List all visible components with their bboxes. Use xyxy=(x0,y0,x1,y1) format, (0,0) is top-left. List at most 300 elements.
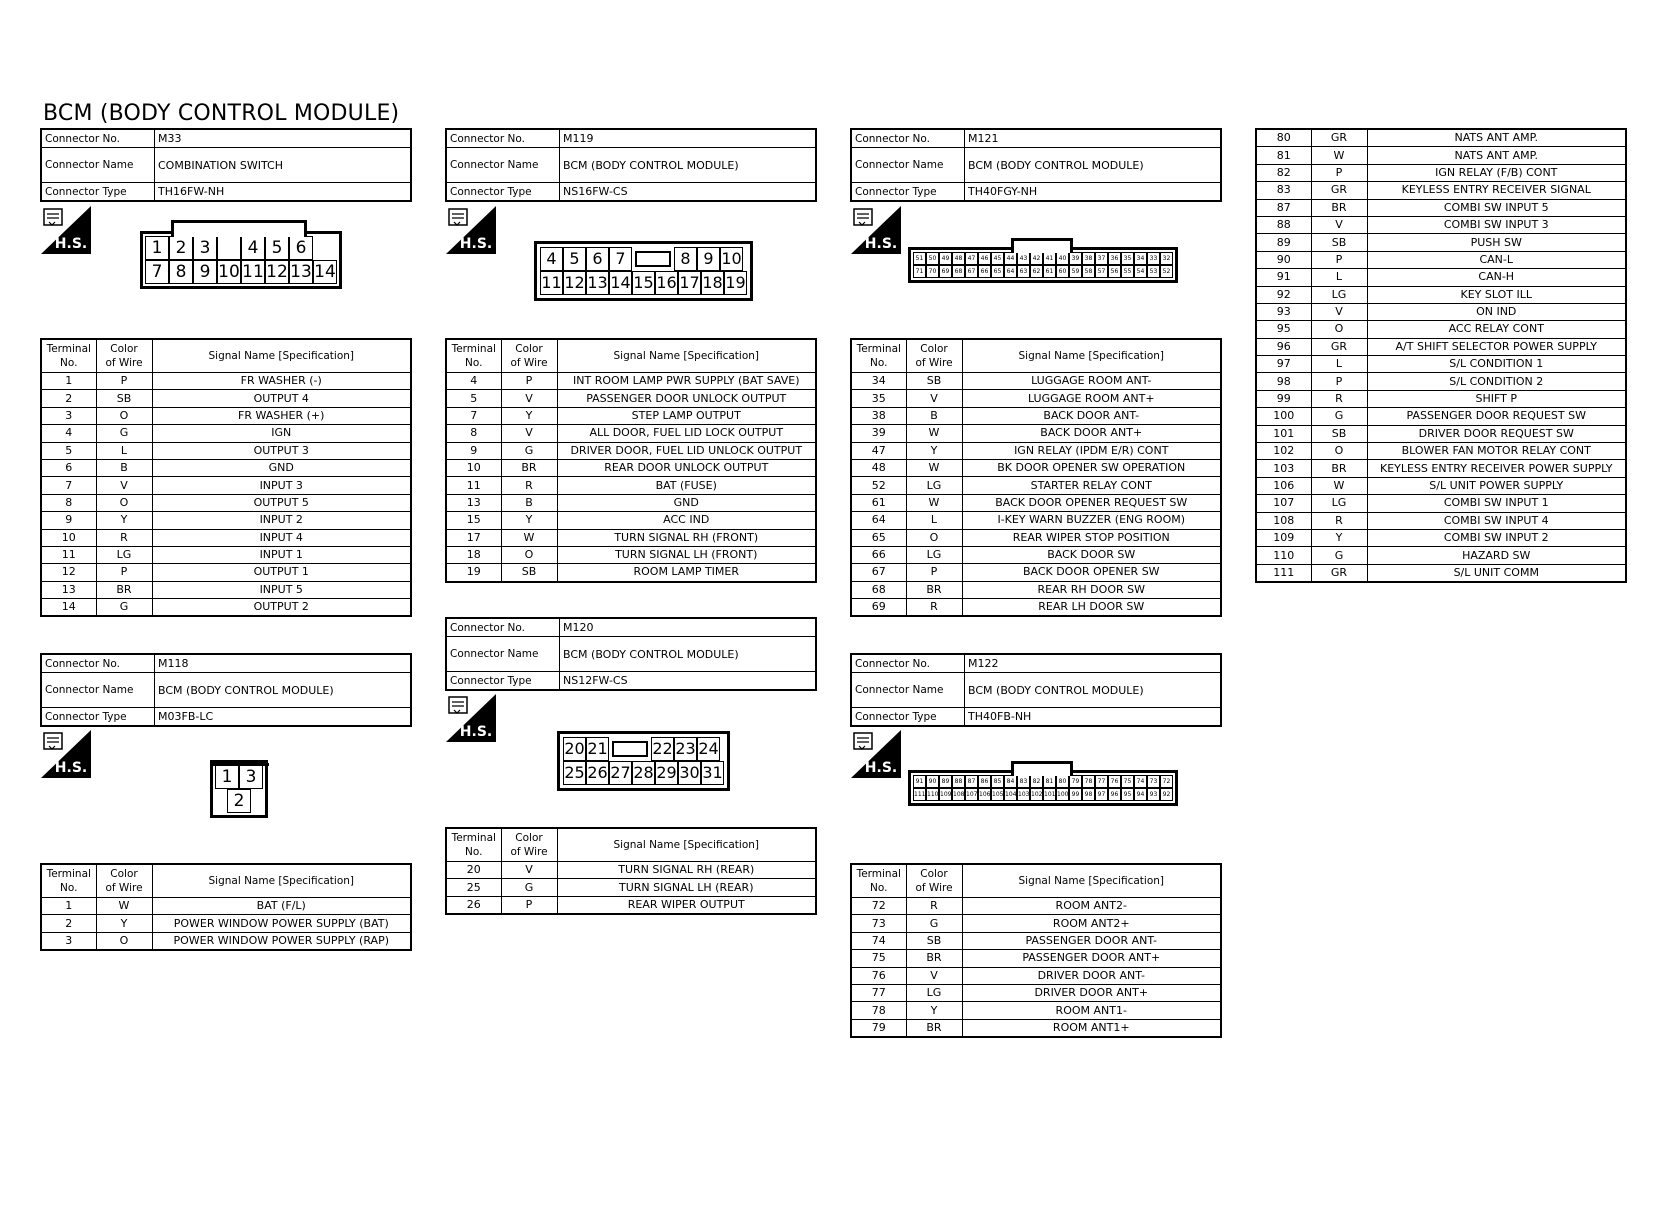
terminal-no-cell: 19 xyxy=(446,564,501,582)
pin: 40 xyxy=(1056,252,1069,265)
pin: 62 xyxy=(1030,265,1043,278)
pin: 105 xyxy=(991,788,1004,801)
wire-color-cell: Y xyxy=(1311,529,1367,546)
table-row xyxy=(1256,564,1626,582)
terminal-no-cell: 91 xyxy=(1256,269,1311,286)
table-row xyxy=(446,459,816,476)
pin: 5 xyxy=(563,247,586,271)
connector-header-m119 xyxy=(445,128,817,202)
header-color-of-wire: Color of Wire xyxy=(501,339,557,373)
wire-color-cell: SB xyxy=(906,373,962,390)
pin: 70 xyxy=(926,265,939,278)
label-connector-no: Connector No. xyxy=(41,654,155,673)
pin: 4 xyxy=(540,247,563,271)
signal-name-cell: S/L UNIT POWER SUPPLY xyxy=(1367,477,1626,494)
pin: 48 xyxy=(952,252,965,265)
table-row xyxy=(41,512,411,529)
signal-name-cell: INPUT 1 xyxy=(152,546,411,563)
pin: 79 xyxy=(1069,775,1082,788)
pin: 75 xyxy=(1121,775,1134,788)
wire-color-cell: BR xyxy=(906,950,962,967)
wire-color-cell: P xyxy=(1311,251,1367,268)
wire-color-cell: BR xyxy=(1311,199,1367,216)
wire-color-cell: LG xyxy=(1311,495,1367,512)
pin: 33 xyxy=(1147,252,1160,265)
pin: 80 xyxy=(1056,775,1069,788)
table-row xyxy=(41,564,411,581)
pin: 9 xyxy=(193,260,217,284)
table-row xyxy=(851,407,1221,424)
pin: 50 xyxy=(926,252,939,265)
connector-face-m120 xyxy=(557,731,730,791)
table-row xyxy=(41,425,411,442)
pin: 39 xyxy=(1069,252,1082,265)
pin: 21 xyxy=(586,737,609,761)
table-row xyxy=(41,407,411,424)
pin: 31 xyxy=(701,761,724,785)
signal-name-cell: COMBI SW INPUT 4 xyxy=(1367,512,1626,529)
wire-color-cell: P xyxy=(96,373,152,390)
connector-name: BCM (BODY CONTROL MODULE) xyxy=(560,637,817,672)
signal-name-cell: STEP LAMP OUTPUT xyxy=(557,407,816,424)
table-row xyxy=(1256,356,1626,373)
table-row xyxy=(851,390,1221,407)
wire-color-cell: B xyxy=(96,459,152,476)
pin: 7 xyxy=(609,247,632,271)
pin: 89 xyxy=(939,775,952,788)
terminal-no-cell: 90 xyxy=(1256,251,1311,268)
table-row xyxy=(1256,547,1626,564)
pin: 6 xyxy=(289,236,313,260)
table-row xyxy=(1256,164,1626,181)
terminal-no-cell: 3 xyxy=(41,407,96,424)
wire-color-cell: BR xyxy=(906,1019,962,1037)
terminal-no-cell: 65 xyxy=(851,529,906,546)
terminal-no-cell: 6 xyxy=(41,459,96,476)
terminal-no-cell: 11 xyxy=(446,477,501,494)
terminal-no-cell: 26 xyxy=(446,896,501,914)
signal-name-cell: BAT (FUSE) xyxy=(557,477,816,494)
signal-name-cell: ACC RELAY CONT xyxy=(1367,321,1626,338)
harness-side-icon xyxy=(851,730,901,778)
table-row xyxy=(446,407,816,424)
signal-name-cell: TURN SIGNAL RH (FRONT) xyxy=(557,529,816,546)
signal-name-cell: PASSENGER DOOR ANT- xyxy=(962,932,1221,949)
wire-color-cell: GR xyxy=(1311,564,1367,582)
table-row xyxy=(851,477,1221,494)
wire-color-cell: P xyxy=(1311,164,1367,181)
connector-face-m33 xyxy=(140,231,342,289)
table-row xyxy=(851,546,1221,563)
table-row xyxy=(1256,443,1626,460)
terminal-no-cell: 78 xyxy=(851,1002,906,1019)
terminal-table-m33 xyxy=(40,338,412,617)
table-row xyxy=(1256,408,1626,425)
table-row xyxy=(851,442,1221,459)
terminal-no-cell: 38 xyxy=(851,407,906,424)
signal-name-cell: LUGGAGE ROOM ANT+ xyxy=(962,390,1221,407)
table-row xyxy=(851,459,1221,476)
terminal-no-cell: 109 xyxy=(1256,529,1311,546)
connector-type: TH40FB-NH xyxy=(965,708,1222,727)
pin: 37 xyxy=(1095,252,1108,265)
pin: 109 xyxy=(939,788,952,801)
wire-color-cell: Y xyxy=(906,442,962,459)
terminal-no-cell: 101 xyxy=(1256,425,1311,442)
pin: 65 xyxy=(991,265,1004,278)
signal-name-cell: TURN SIGNAL LH (FRONT) xyxy=(557,546,816,563)
pin: 63 xyxy=(1017,265,1030,278)
connector-face-m119 xyxy=(534,241,753,301)
wire-color-cell: G xyxy=(96,425,152,442)
terminal-table-m122 xyxy=(850,863,1222,1038)
pin: 103 xyxy=(1017,788,1030,801)
terminal-no-cell: 107 xyxy=(1256,495,1311,512)
terminal-no-cell: 87 xyxy=(1256,199,1311,216)
pin: 24 xyxy=(697,737,720,761)
pin: 30 xyxy=(678,761,701,785)
label-connector-name: Connector Name xyxy=(446,148,560,183)
pin: 86 xyxy=(978,775,991,788)
pin: 12 xyxy=(266,262,288,282)
harness-side-icon xyxy=(851,206,901,254)
signal-name-cell: PUSH SW xyxy=(1367,234,1626,251)
terminal-no-cell: 77 xyxy=(851,984,906,1001)
terminal-no-cell: 108 xyxy=(1256,512,1311,529)
pin: 88 xyxy=(952,775,965,788)
wire-color-cell: W xyxy=(1311,147,1367,164)
pin: 5 xyxy=(265,236,289,260)
label-connector-type: Connector Type xyxy=(446,672,560,691)
pin: 69 xyxy=(939,265,952,278)
signal-name-cell: COMBI SW INPUT 5 xyxy=(1367,199,1626,216)
terminal-no-cell: 13 xyxy=(41,581,96,598)
terminal-no-cell: 100 xyxy=(1256,408,1311,425)
signal-name-cell: ON IND xyxy=(1367,303,1626,320)
wire-color-cell: V xyxy=(501,862,557,879)
label-connector-name: Connector Name xyxy=(851,673,965,708)
pin: 47 xyxy=(965,252,978,265)
pin: 44 xyxy=(1004,252,1017,265)
header-signal-name: Signal Name [Specification] xyxy=(557,828,816,862)
signal-name-cell: TURN SIGNAL RH (REAR) xyxy=(557,862,816,879)
wire-color-cell: G xyxy=(501,879,557,896)
pin: 60 xyxy=(1056,265,1069,278)
terminal-no-cell: 92 xyxy=(1256,286,1311,303)
connector-name: BCM (BODY CONTROL MODULE) xyxy=(965,673,1222,708)
pin: 52 xyxy=(1160,265,1173,278)
connector-no: M33 xyxy=(155,129,412,148)
table-row xyxy=(446,862,816,879)
pin: 51 xyxy=(913,252,926,265)
pin: 74 xyxy=(1134,775,1147,788)
connector-header-m118 xyxy=(40,653,412,727)
signal-name-cell: KEY SLOT ILL xyxy=(1367,286,1626,303)
wire-color-cell: LG xyxy=(906,546,962,563)
wire-color-cell: BR xyxy=(96,581,152,598)
connector-name: COMBINATION SWITCH xyxy=(155,148,412,183)
table-row xyxy=(851,967,1221,984)
terminal-no-cell: 102 xyxy=(1256,443,1311,460)
label-connector-type: Connector Type xyxy=(446,183,560,202)
terminal-no-cell: 96 xyxy=(1256,338,1311,355)
signal-name-cell: IGN xyxy=(152,425,411,442)
wire-color-cell: W xyxy=(501,529,557,546)
wire-color-cell: O xyxy=(906,529,962,546)
pin: 56 xyxy=(1108,265,1121,278)
signal-name-cell: IGN RELAY (F/B) CONT xyxy=(1367,164,1626,181)
terminal-no-cell: 79 xyxy=(851,1019,906,1037)
connector-latch xyxy=(213,763,269,766)
wire-color-cell: BR xyxy=(1311,460,1367,477)
wire-color-cell: Y xyxy=(501,512,557,529)
signal-name-cell: POWER WINDOW POWER SUPPLY (BAT) xyxy=(152,915,411,932)
table-row xyxy=(851,932,1221,949)
label-connector-no: Connector No. xyxy=(446,618,560,637)
pin: 55 xyxy=(1121,265,1134,278)
wire-color-cell: R xyxy=(1311,512,1367,529)
table-row xyxy=(1256,512,1626,529)
pin: 95 xyxy=(1121,788,1134,801)
pin: 100 xyxy=(1056,788,1069,801)
signal-name-cell: BLOWER FAN MOTOR RELAY CONT xyxy=(1367,443,1626,460)
signal-name-cell: OUTPUT 5 xyxy=(152,494,411,511)
table-row xyxy=(446,477,816,494)
pin: 91 xyxy=(913,775,926,788)
wire-color-cell: V xyxy=(906,967,962,984)
header-terminal-no: Terminal No. xyxy=(851,864,906,898)
signal-name-cell: ROOM ANT2+ xyxy=(962,915,1221,932)
pin: 64 xyxy=(1004,265,1017,278)
pin: 1 xyxy=(215,765,239,789)
pin: 66 xyxy=(978,265,991,278)
terminal-no-cell: 82 xyxy=(1256,164,1311,181)
table-row xyxy=(851,581,1221,598)
pin: 2 xyxy=(169,236,193,260)
label-connector-no: Connector No. xyxy=(851,654,965,673)
pin: 8 xyxy=(674,247,697,271)
table-row xyxy=(1256,269,1626,286)
table-row xyxy=(446,896,816,914)
pin: 16 xyxy=(655,271,678,295)
wire-color-cell: V xyxy=(501,425,557,442)
table-row xyxy=(446,512,816,529)
wire-color-cell: B xyxy=(906,407,962,424)
terminal-table-m122-continued xyxy=(1255,128,1627,583)
wire-color-cell: O xyxy=(96,494,152,511)
harness-side-icon xyxy=(446,206,496,254)
table-row xyxy=(1256,373,1626,390)
pin: 84 xyxy=(1004,775,1017,788)
connector-header-m121 xyxy=(850,128,1222,202)
signal-name-cell: BACK DOOR ANT- xyxy=(962,407,1221,424)
cavity-blank xyxy=(609,737,651,759)
wire-color-cell: B xyxy=(501,494,557,511)
table-row xyxy=(41,459,411,476)
signal-name-cell: TURN SIGNAL LH (REAR) xyxy=(557,879,816,896)
terminal-no-cell: 8 xyxy=(41,494,96,511)
terminal-no-cell: 88 xyxy=(1256,216,1311,233)
table-row xyxy=(1256,425,1626,442)
header-terminal-no: Terminal No. xyxy=(851,339,906,373)
table-row xyxy=(851,564,1221,581)
pin: 58 xyxy=(1082,265,1095,278)
pin: 20 xyxy=(563,737,586,761)
pin: 82 xyxy=(1030,775,1043,788)
wire-color-cell: P xyxy=(501,896,557,914)
harness-side-icon xyxy=(41,206,91,254)
table-row xyxy=(851,898,1221,915)
wire-color-cell: GR xyxy=(1311,129,1367,147)
signal-name-cell: HAZARD SW xyxy=(1367,547,1626,564)
signal-name-cell: BACK DOOR OPENER SW xyxy=(962,564,1221,581)
pin: 15 xyxy=(632,271,655,295)
pin: 104 xyxy=(1004,788,1017,801)
header-signal-name: Signal Name [Specification] xyxy=(152,339,411,373)
terminal-no-cell: 83 xyxy=(1256,182,1311,199)
table-row xyxy=(446,390,816,407)
wire-color-cell: O xyxy=(96,932,152,950)
wire-color-cell: P xyxy=(501,373,557,390)
terminal-no-cell: 95 xyxy=(1256,321,1311,338)
terminal-no-cell: 75 xyxy=(851,950,906,967)
pin: 87 xyxy=(965,775,978,788)
signal-name-cell: ROOM LAMP TIMER xyxy=(557,564,816,582)
pin: 85 xyxy=(991,775,1004,788)
pin: 17 xyxy=(678,271,701,295)
table-row xyxy=(1256,147,1626,164)
connector-face-m122 xyxy=(908,770,1178,806)
wire-color-cell: R xyxy=(501,477,557,494)
table-row xyxy=(851,1002,1221,1019)
header-signal-name: Signal Name [Specification] xyxy=(962,864,1221,898)
table-row xyxy=(1256,303,1626,320)
pin: 106 xyxy=(978,788,991,801)
table-row xyxy=(851,950,1221,967)
pin: 10 xyxy=(218,262,240,282)
table-row xyxy=(1256,477,1626,494)
pin: 49 xyxy=(939,252,952,265)
table-row xyxy=(446,494,816,511)
terminal-no-cell: 2 xyxy=(41,915,96,932)
wire-color-cell: SB xyxy=(906,932,962,949)
pin: 101 xyxy=(1043,788,1056,801)
terminal-no-cell: 99 xyxy=(1256,390,1311,407)
terminal-table-m119 xyxy=(445,338,817,583)
signal-name-cell: I-KEY WARN BUZZER (ENG ROOM) xyxy=(962,512,1221,529)
pin: 14 xyxy=(609,271,632,295)
table-row xyxy=(41,581,411,598)
connector-latch xyxy=(1011,761,1073,776)
wire-color-cell: W xyxy=(96,898,152,915)
signal-name-cell: PASSENGER DOOR UNLOCK OUTPUT xyxy=(557,390,816,407)
signal-name-cell: S/L CONDITION 1 xyxy=(1367,356,1626,373)
wire-color-cell: P xyxy=(1311,373,1367,390)
table-row xyxy=(446,879,816,896)
wire-color-cell: W xyxy=(906,494,962,511)
signal-name-cell: DRIVER DOOR ANT- xyxy=(962,967,1221,984)
pin: 90 xyxy=(926,775,939,788)
connector-name: BCM (BODY CONTROL MODULE) xyxy=(965,148,1222,183)
terminal-no-cell: 64 xyxy=(851,512,906,529)
terminal-no-cell: 61 xyxy=(851,494,906,511)
pin: 98 xyxy=(1082,788,1095,801)
table-row xyxy=(1256,129,1626,147)
wire-color-cell: L xyxy=(1311,269,1367,286)
pin: 77 xyxy=(1095,775,1108,788)
label-connector-type: Connector Type xyxy=(851,708,965,727)
label-connector-no: Connector No. xyxy=(41,129,155,148)
table-row xyxy=(851,494,1221,511)
signal-name-cell: REAR WIPER OUTPUT xyxy=(557,896,816,914)
header-color-of-wire: Color of Wire xyxy=(96,339,152,373)
header-signal-name: Signal Name [Specification] xyxy=(962,339,1221,373)
signal-name-cell: INPUT 3 xyxy=(152,477,411,494)
signal-name-cell: DRIVER DOOR ANT+ xyxy=(962,984,1221,1001)
signal-name-cell: ROOM ANT2- xyxy=(962,898,1221,915)
table-row xyxy=(446,425,816,442)
label-connector-no: Connector No. xyxy=(446,129,560,148)
signal-name-cell: LUGGAGE ROOM ANT- xyxy=(962,373,1221,390)
connector-no: M121 xyxy=(965,129,1222,148)
wire-color-cell: L xyxy=(1311,356,1367,373)
signal-name-cell: ALL DOOR, FUEL LID LOCK OUTPUT xyxy=(557,425,816,442)
pin: 108 xyxy=(952,788,965,801)
terminal-no-cell: 72 xyxy=(851,898,906,915)
terminal-no-cell: 5 xyxy=(41,442,96,459)
table-row xyxy=(41,477,411,494)
table-row xyxy=(41,546,411,563)
terminal-no-cell: 103 xyxy=(1256,460,1311,477)
table-row xyxy=(1256,390,1626,407)
wire-color-cell: G xyxy=(1311,547,1367,564)
pin: 13 xyxy=(586,271,609,295)
header-signal-name: Signal Name [Specification] xyxy=(152,864,411,898)
page-title: BCM (BODY CONTROL MODULE) xyxy=(43,101,400,126)
wire-color-cell: LG xyxy=(906,984,962,1001)
hs-label: H.S. xyxy=(864,236,898,252)
terminal-no-cell: 14 xyxy=(41,599,96,617)
wire-color-cell: V xyxy=(1311,303,1367,320)
table-row xyxy=(446,442,816,459)
terminal-no-cell: 74 xyxy=(851,932,906,949)
wire-color-cell: O xyxy=(1311,321,1367,338)
table-row xyxy=(41,915,411,932)
pin: 61 xyxy=(1043,265,1056,278)
terminal-no-cell: 7 xyxy=(446,407,501,424)
pin: 10 xyxy=(720,247,743,271)
signal-name-cell: OUTPUT 2 xyxy=(152,599,411,617)
terminal-no-cell: 1 xyxy=(41,373,96,390)
table-row xyxy=(446,546,816,563)
pin: 1 xyxy=(145,236,169,260)
terminal-no-cell: 81 xyxy=(1256,147,1311,164)
table-row xyxy=(851,373,1221,390)
wire-color-cell: LG xyxy=(906,477,962,494)
terminal-no-cell: 67 xyxy=(851,564,906,581)
header-color-of-wire: Color of Wire xyxy=(96,864,152,898)
signal-name-cell: PASSENGER DOOR ANT+ xyxy=(962,950,1221,967)
table-row xyxy=(41,529,411,546)
header-color-of-wire: Color of Wire xyxy=(906,339,962,373)
signal-name-cell: GND xyxy=(557,494,816,511)
terminal-no-cell: 69 xyxy=(851,599,906,617)
terminal-no-cell: 13 xyxy=(446,494,501,511)
pin: 26 xyxy=(586,761,609,785)
table-row xyxy=(1256,321,1626,338)
table-row xyxy=(851,984,1221,1001)
pin: 78 xyxy=(1082,775,1095,788)
